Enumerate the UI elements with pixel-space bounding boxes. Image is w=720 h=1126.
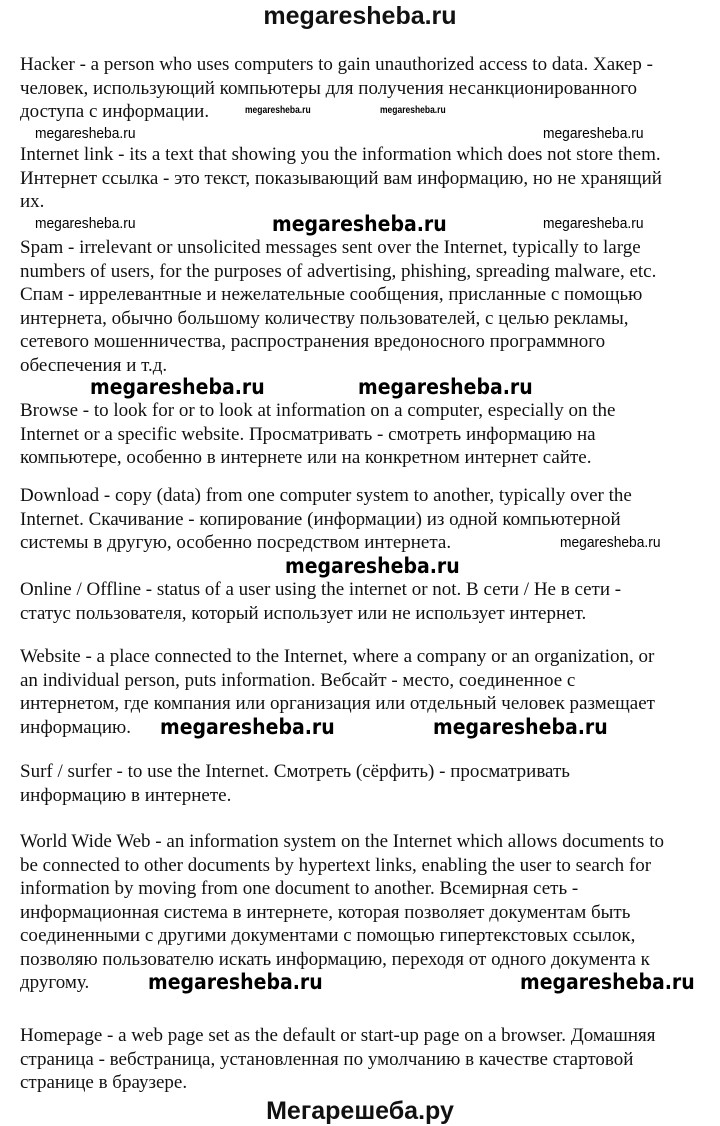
text-line: Спам - иррелевантные и нежелательные сообщения, присланные с помощью (20, 284, 643, 305)
text-line: an individual person, puts information. Вебсайт - место, соединенное с (20, 669, 576, 691)
watermark: megaresheba.ru (520, 970, 695, 994)
text-line: Online / Offline - status of a user using the internet or not. В сети / Не в сети - (20, 579, 622, 600)
watermark: megaresheba.ru (245, 105, 311, 116)
text-line: Internet or a specific website. Просматривать - смотреть информацию на (20, 423, 596, 445)
text-line: их. (20, 191, 45, 212)
text-line: информацию в интернете. (20, 784, 232, 806)
watermark: megaresheba.ru (560, 534, 661, 551)
definition-online-offline (20, 578, 621, 625)
watermark: megaresheba.ru (272, 212, 447, 236)
page-title: megaresheba.ru (263, 2, 457, 30)
text-line: Hacker - a person who uses computers to gain unauthorized access to data. Хакер - (20, 54, 653, 75)
definition-homepage (20, 1024, 656, 1095)
definition-surf (20, 760, 570, 807)
watermark: megaresheba.ru (35, 215, 136, 232)
text-line: позволяю пользователю искать информацию, переходя от одного документа к (20, 948, 650, 970)
definition-internet-link (20, 143, 662, 214)
text-line: сетевого мошенничества, распространения вредоносного программного (20, 331, 606, 352)
watermark: megaresheba.ru (160, 715, 335, 739)
footer-title: Мегарешеба.ру (266, 1097, 454, 1125)
watermark: megaresheba.ru (543, 125, 644, 142)
text-line: страница - вебстраница, установленная по умолчанию в качестве стартовой (20, 1048, 634, 1070)
text-line: обеспечения и т.д. (20, 354, 168, 376)
text-line: Download - copy (data) from one computer system to another, typically over the (20, 485, 632, 506)
text-line: информацию. (20, 716, 131, 738)
watermark: megaresheba.ru (380, 105, 446, 116)
text-line: World Wide Web - an information system on the Internet which allows documents to (20, 831, 664, 852)
text-line: Интернет ссылка - это текст, показывающий вам информацию, но не хранящий (20, 167, 662, 189)
text-line: информационная система в интернете, которая позволяет документам быть (20, 901, 631, 923)
text-line: другому. (20, 972, 90, 993)
definition-browse (20, 399, 616, 470)
text-line: Internet link - its a text that showing you the information which does not store them. (20, 144, 661, 165)
text-line: numbers of users, for the purposes of advertising, phishing, spreading malware, etc. (20, 260, 657, 282)
text-line: Surf / surfer - to use the Internet. Смотреть (сёрфить) - просматривать (20, 761, 570, 782)
text-line: интернетом, где компания или организация или отдельный человек размещает (20, 693, 655, 714)
text-line: странице в браузере. (20, 1072, 188, 1093)
watermark: megaresheba.ru (35, 125, 136, 142)
text-line: Homepage - a web page set as the default or start-up page on a browser. Домашняя (20, 1025, 656, 1046)
text-line: information by moving from one document to another. Всемирная сеть - (20, 878, 579, 899)
text-line: Spam - irrelevant or unsolicited messages sent over the Internet, typically to large (20, 237, 641, 258)
watermark: megaresheba.ru (358, 375, 533, 399)
watermark: megaresheba.ru (433, 715, 608, 739)
text-line: Website - a place connected to the Internet, where a company or an organization, or (20, 646, 655, 667)
text-line: Browse - to look for or to look at information on a computer, especially on the (20, 400, 616, 421)
definition-hacker (20, 53, 653, 124)
text-line: интернета, обычно большому количеству пользователей, с целью рекламы, (20, 307, 629, 329)
text-line: Internet. Скачивание - копирование (информации) из одной компьютерной (20, 508, 621, 530)
watermark: megaresheba.ru (285, 554, 460, 578)
definition-spam (20, 236, 656, 377)
text-line: статус пользователя, который использует или не использует интернет. (20, 602, 587, 624)
watermark: megaresheba.ru (543, 215, 644, 232)
watermark: megaresheba.ru (90, 375, 265, 399)
text-line: человек, использующий компьютеры для получения несанкционированного (20, 77, 638, 99)
text-line: доступа с информации. (20, 101, 210, 122)
text-line: be connected to other documents by hypertext links, enabling the user to search for (20, 854, 652, 876)
text-line: компьютере, особенно в интернете или на конкретном интернет сайте. (20, 447, 592, 468)
definition-download (20, 484, 632, 555)
text-line: соединенными с другими документами с помощью гипертекстовых ссылок, (20, 925, 636, 946)
text-line: системы в другую, особенно посредством интернета. (20, 532, 452, 553)
watermark: megaresheba.ru (148, 970, 323, 994)
